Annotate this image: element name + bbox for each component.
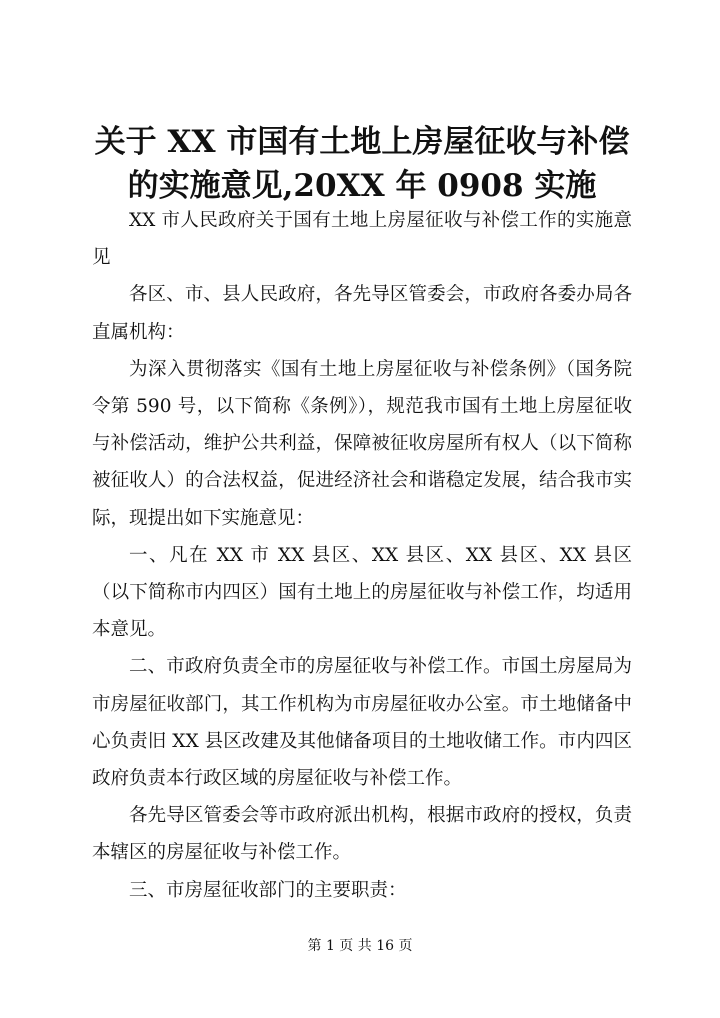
page-number-footer: 第 1 页 共 16 页 — [307, 938, 413, 954]
body-paragraph-heading: XX 市人民政府关于国有土地上房屋征收与补偿工作的实施意见 — [92, 210, 632, 269]
body-paragraph-salutation: 各区、市、县人民政府，各先导区管委会，市政府各委办局各直属机构： — [92, 284, 632, 343]
body-paragraph-intro: 为深入贯彻落实《国有土地上房屋征收与补偿条例》（国务院令第 590 号，以下简称《条例》），规范我市国有土地上房屋征收与补偿活动，维护公共利益，保障被征收房屋所有权人（以下简称被征收人）的合法权益，促进经济社会和谐稳定发展，结合我市实际，现提出如下实施意见： — [92, 358, 632, 529]
body-paragraph-item-2-supplement: 各先导区管委会等市政府派出机构，根据市政府的授权，负责本辖区的房屋征收与补偿工作。 — [92, 805, 632, 864]
document-body — [92, 202, 632, 909]
document-title: 关于 XX 市国有土地上房屋征收与补偿的实施意见,20XX 年 0908 实施 — [94, 124, 630, 204]
body-paragraph-item-3: 三、市房屋征收部门的主要职责： — [129, 879, 407, 901]
body-paragraph-item-2: 二、市政府负责全市的房屋征收与补偿工作。市国土房屋局为市房屋征收部门，其工作机构为市房屋征收办公室。市土地储备中心负责旧 XX 县区改建及其他储备项目的土地收储工作。市内四区政府负责本行政区域的房屋征收与补偿工作。 — [92, 656, 632, 790]
body-paragraph-item-1: 一、凡在 XX 市 XX 县区、XX 县区、XX 县区、XX 县区（以下简称市内四区）国有土地上的房屋征收与补偿工作，均适用本意见。 — [92, 544, 632, 641]
